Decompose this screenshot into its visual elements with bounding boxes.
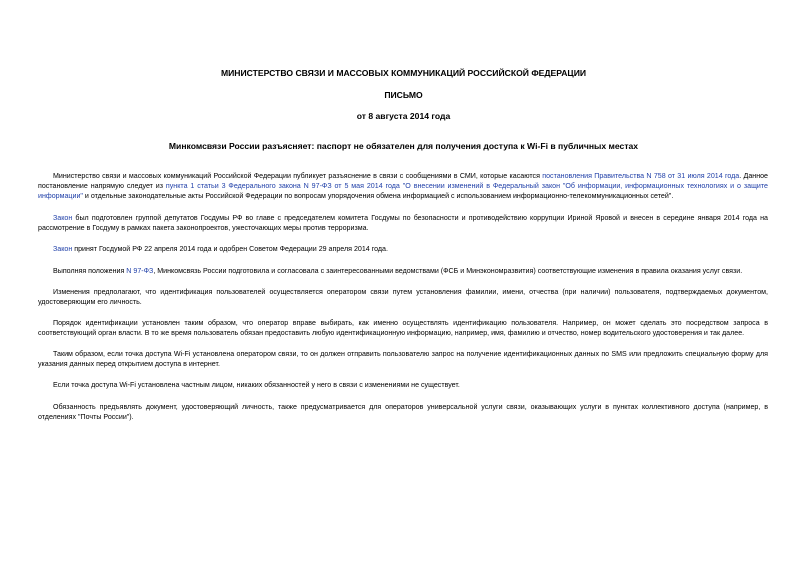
paragraph-3 — [38, 244, 768, 254]
paragraph-5: Изменения предполагают, что идентификация пользователей осуществляется оператором связи путем установления фамилии, имени, отчества (при наличии) пользователя, подтверждаемых документом, удостоверяющим его личность. — [38, 288, 768, 306]
paragraph-4 — [38, 266, 768, 276]
document-type: ПИСЬМО — [384, 90, 423, 100]
federal-law-97-link[interactable]: пункта 1 статьи 3 Федерального закона N 97-ФЗ от 5 мая 2014 года "О внесении изменений в Федеральный закон "Об информации, информационных технологиях и о защите информации" — [38, 182, 768, 200]
document-title: Минкомсвязи России разъясняет: паспорт не обязателен для получения доступа к Wi-Fi в публичных местах — [168, 141, 639, 151]
paragraph-6: Порядок идентификации установлен таким образом, что оператор вправе выбирать, как именно осуществлять идентификацию пользователя. Например, он может сделать это посредством запроса в соответствующий орган власти. В то же время пользователь обязан предоставить любую идентификационную информацию, например, имя, фамилию и отчество, номер водительского удостоверения и так далее. — [38, 319, 768, 337]
paragraph-9: Обязанность предъявлять документ, удостоверяющий личность, также предусматривается для операторов универсальной услуги связи, оказывающих услуги в пунктах коллективного доступа (например, в отделениях "Почты России"). — [38, 403, 768, 421]
paragraph-1 — [38, 171, 768, 201]
paragraph-1-text-b: . Данное постановление напрямую следует из — [38, 172, 769, 190]
law-link-2[interactable]: Закон — [53, 245, 73, 253]
paragraph-2-text: был подготовлен группой депутатов Госдумы РФ во главе с председателем комитета Госдумы по безопасности и противодействию коррупции Ириной Яровой и внесен в середине января 2014 года на рассмотрение в Госдуму в рамках пакета законопроектов, ужесточающих меры против терроризма. — [38, 214, 768, 232]
paragraph-3-text: принят Госдумой РФ 22 апреля 2014 года и одобрен Советом Федерации 29 апреля 2014 года. — [72, 245, 388, 253]
law-97-fz-link[interactable]: N 97-ФЗ — [126, 267, 154, 275]
paragraph-4-text-b: , Минкомсвязь России подготовила и согласовала с заинтересованными ведомствами (ФСБ и Минэкономразвития) соответствующие изменения в правила оказания услуг связи. — [153, 267, 743, 275]
paragraph-1-text-c: и отдельные законодательные акты Российской Федерации по вопросам упорядочения обмена информацией с использованием информационно-телекоммуникационных сетей". — [82, 192, 674, 200]
paragraph-8: Если точка доступа Wi-Fi установлена частным лицом, никаких обязанностей у него в связи с изменениями не существует. — [53, 381, 460, 389]
paragraph-4-text-a: Выполняя положения — [53, 267, 127, 275]
paragraph-7: Таким образом, если точка доступа Wi-Fi установлена оператором связи, то он должен отправить пользователю запрос на получение идентификационных данных по SMS или предложить специальную форму для указания данных перед открытием доступа в интернет. — [38, 350, 768, 368]
ministry-heading: МИНИСТЕРСТВО СВЯЗИ И МАССОВЫХ КОММУНИКАЦИЙ РОССИЙСКОЙ ФЕДЕРАЦИИ — [220, 68, 587, 78]
document-date: от 8 августа 2014 года — [356, 111, 451, 121]
paragraph-2 — [38, 213, 768, 233]
paragraph-1-text-a: Министерство связи и массовых коммуникаций Российской Федерации публикует разъяснение в связи с сообщениями в СМИ, которые касаются — [53, 172, 543, 180]
law-link[interactable]: Закон — [53, 214, 73, 222]
government-decree-link[interactable]: постановления Правительства N 758 от 31 июля 2014 года — [542, 172, 740, 180]
